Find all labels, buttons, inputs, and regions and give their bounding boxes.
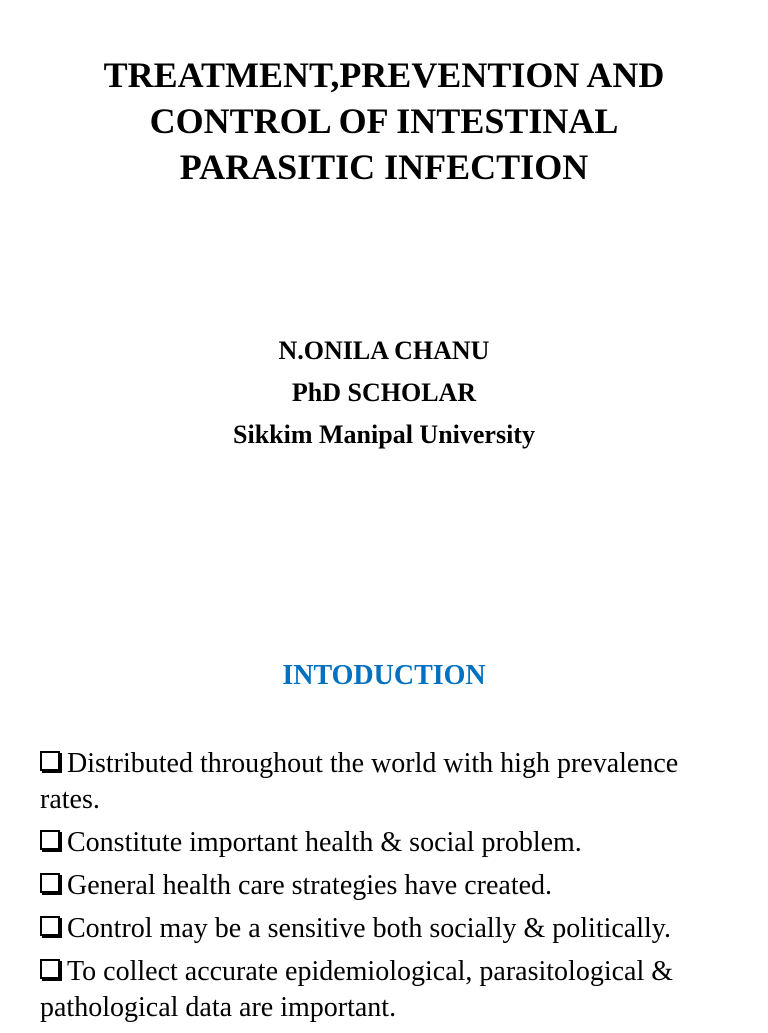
- author-affiliation: Sikkim Manipal University: [233, 420, 535, 449]
- section-heading: INTODUCTION: [282, 660, 486, 691]
- list-item-text: Control may be a sensitive both socially & politically.: [67, 913, 671, 944]
- bullet-list: [40, 746, 740, 1033]
- checkbox-icon: [40, 751, 60, 771]
- author-role: PhD SCHOLAR: [291, 378, 477, 407]
- checkbox-icon: [40, 959, 60, 979]
- list-item: [40, 746, 740, 818]
- checkbox-icon: [40, 830, 60, 850]
- list-item: [40, 825, 740, 861]
- list-item-text: Distributed throughout the world with high prevalence rates.: [40, 748, 679, 815]
- list-item: [40, 868, 740, 904]
- author-name: N.ONILA CHANU: [278, 336, 490, 365]
- title-line-2: CONTROL OF INTESTINAL: [149, 101, 619, 141]
- list-item-text: Constitute important health & social problem.: [67, 827, 582, 858]
- title-line-1: TREATMENT,PREVENTION AND: [103, 55, 665, 95]
- document-title: [0, 52, 768, 190]
- list-item-text: To collect accurate epidemiological, parasitological & pathological data are important.: [40, 956, 674, 1023]
- checkbox-icon: [40, 916, 60, 936]
- title-line-3: PARASITIC INFECTION: [179, 147, 589, 187]
- list-item-text: General health care strategies have created.: [67, 870, 553, 901]
- list-item: [40, 954, 740, 1026]
- checkbox-icon: [40, 873, 60, 893]
- author-block: [0, 330, 768, 456]
- list-item: [40, 911, 740, 947]
